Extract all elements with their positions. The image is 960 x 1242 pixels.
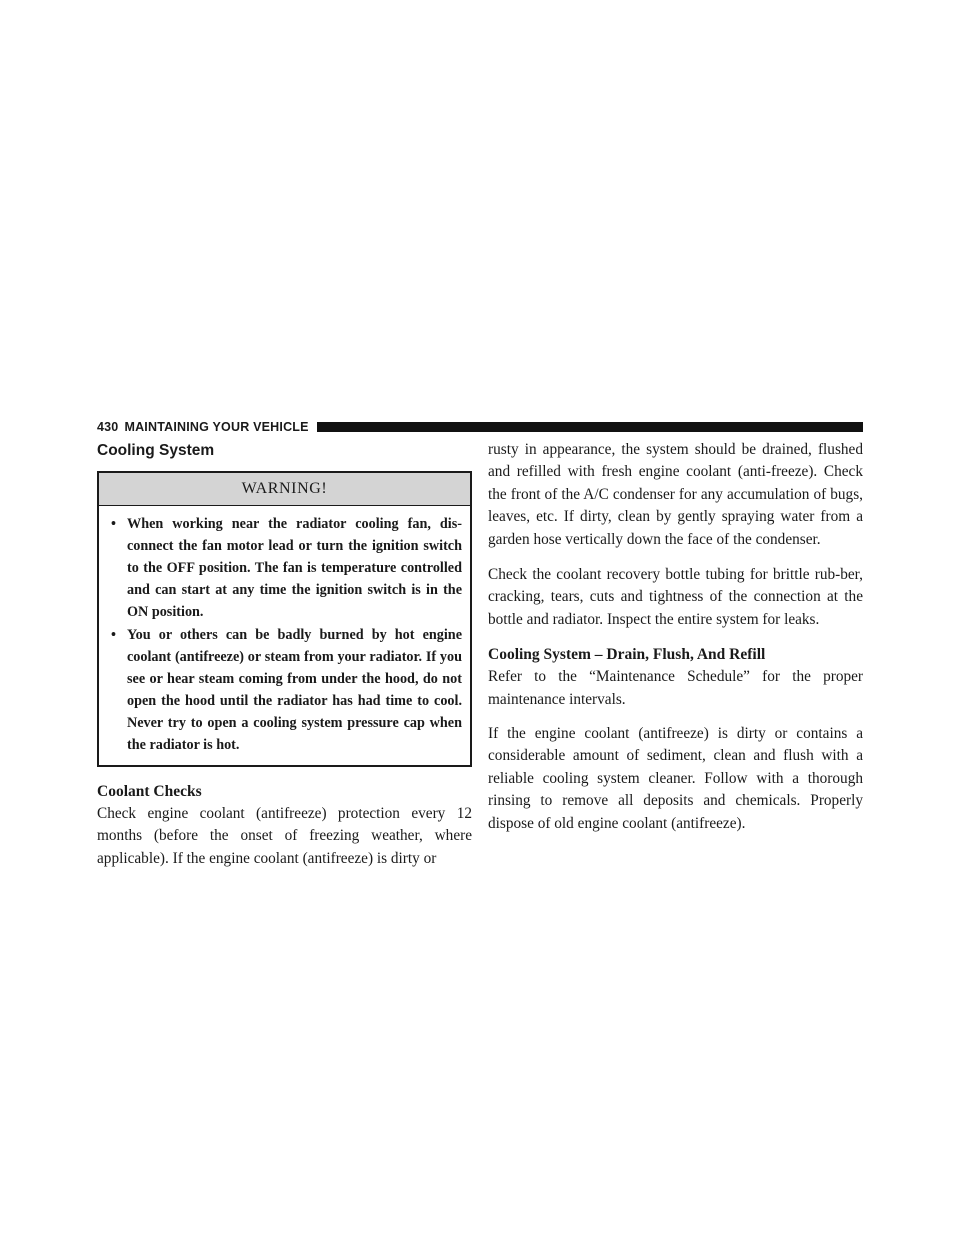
paragraph-flush-instructions: If the engine coolant (antifreeze) is dirty or contains a considerable amount of sediment, clean and flush with a reliable cooling system cleaner. Follow with a thorough rinsing to remove all deposits and chemicals. Properly dispose of old engine coolant (antifreeze). xyxy=(488,725,863,832)
running-section-title: MAINTAINING YOUR VEHICLE xyxy=(124,420,309,434)
page-header xyxy=(97,419,863,435)
warning-item xyxy=(109,513,462,623)
coolant-checks-heading: Coolant Checks xyxy=(97,783,202,800)
warning-box xyxy=(97,471,472,767)
warning-item xyxy=(109,624,462,756)
paragraph-recovery-bottle: Check the coolant recovery bottle tubing for brittle rub-ber, cracking, tears, cuts and tightness of the connection at the bottle and radiator. Inspect the entire system for leaks. xyxy=(488,566,863,628)
right-column xyxy=(488,439,863,848)
warning-item-text: When working near the radiator cooling fan, dis-connect the fan motor lead or turn the ignition switch to the OFF position. The fan is temperature controlled and can start at any time the ignition switch is in the ON position. xyxy=(127,516,462,620)
section-title: Cooling System xyxy=(97,442,215,459)
warning-list xyxy=(99,506,470,765)
paragraph-maintenance-schedule: Refer to the “Maintenance Schedule” for the proper maintenance intervals. xyxy=(488,668,863,708)
drain-flush-refill-heading: Cooling System – Drain, Flush, And Refill xyxy=(488,646,766,664)
header-rule-bar xyxy=(317,422,863,432)
left-column xyxy=(97,441,472,883)
warning-title: WARNING! xyxy=(99,473,470,506)
coolant-checks-paragraph: Check engine coolant (antifreeze) protection every 12 months (before the onset of freezing weather, where applicable). If the engine coolant (antifreeze) is dirty or xyxy=(97,805,472,867)
page-number: 430 xyxy=(97,420,119,434)
bullet-icon: • xyxy=(111,516,116,532)
bullet-icon: • xyxy=(111,627,116,643)
paragraph-condenser: rusty in appearance, the system should be drained, flushed and refilled with fresh engine coolant (anti-freeze). Check the front of the A/C condenser for any accumulation of bugs, leaves, etc. If dirty, clean by gently spraying water from a garden hose vertically down the face of the condenser. xyxy=(488,441,863,548)
warning-item-text: You or others can be badly burned by hot engine coolant (antifreeze) or steam from your radiator. If you see or hear steam coming from under the hood, do not open the hood until the radiator has had time to cool. Never try to open a cooling system pressure cap when the radiator is hot. xyxy=(127,627,462,753)
